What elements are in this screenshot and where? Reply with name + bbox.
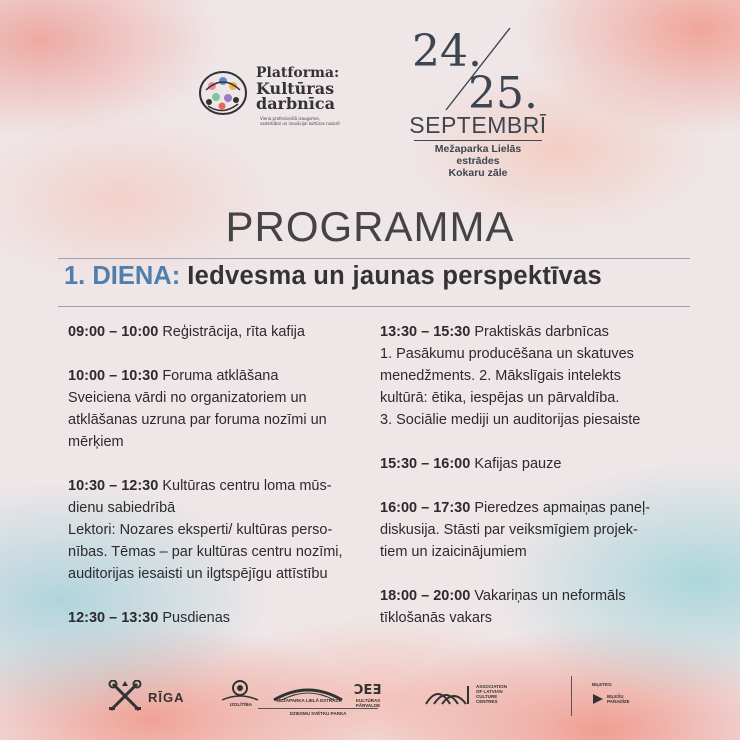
schedule-right-column — [380, 321, 680, 651]
schedule-item — [68, 607, 368, 629]
schedule-time: 13:30 – 15:30 — [380, 324, 471, 340]
association-text: ASSOCIATION OF LATVIAN CULTURE CENTRES — [476, 684, 507, 704]
platforma-subtitle: Viena profesionālā izaugsmei, sadarbībai un inovācijai kultūras nozarē — [260, 116, 340, 126]
schedule-item — [380, 585, 680, 629]
schedule-title: Foruma atklāšana — [162, 368, 279, 384]
day-label: 1. DIENA: — [64, 262, 181, 290]
schedule-desc: 1. Pasākumu producēšana un skatuves — [380, 346, 634, 362]
schedule-time: 12:30 – 13:30 — [68, 610, 159, 626]
schedule-time: 15:30 – 16:00 — [380, 456, 471, 472]
venue — [414, 140, 542, 179]
schedule-left-column — [68, 321, 368, 651]
event-date-block — [408, 26, 548, 179]
venue-line1: Mežaparka Lielās estrādes — [434, 143, 522, 167]
schedule-item — [68, 321, 368, 343]
schedule-time: 10:30 – 12:30 — [68, 478, 159, 494]
colorful-circle-logo-icon — [198, 70, 248, 116]
culture-department-logo-icon — [352, 680, 384, 698]
schedule-item — [380, 321, 680, 431]
tickets-label: BIĻETES: — [592, 682, 613, 687]
schedule-item — [68, 365, 368, 453]
schedule-desc: mērķiem — [68, 434, 124, 450]
schedule-time: 18:00 – 20:00 — [380, 588, 471, 604]
education-logo-text: IZGLĪTĪBA — [230, 702, 252, 707]
schedule-desc: dienu sabiedrībā — [68, 500, 176, 516]
schedule-desc: diskusija. Stāsti par veiksmīgiem projek- — [380, 522, 638, 538]
schedule-desc: kultūrā: ētika, iespējas un pārvaldība. — [380, 390, 620, 406]
riga-label: RĪGA — [148, 690, 185, 705]
sponsor-footer — [0, 672, 740, 722]
svg-text:ƆEƎ: ƆEƎ — [354, 683, 382, 698]
day-divider-top — [58, 258, 690, 259]
schedule-time: 10:00 – 10:30 — [68, 368, 159, 384]
program-title: PROGRAMMA — [225, 203, 515, 250]
schedule-desc: Lektori: Nozares eksperti/ kultūras perso- — [68, 522, 333, 538]
footer-divider — [571, 676, 572, 716]
schedule-title: Pusdienas — [162, 610, 231, 626]
footer-small-divider — [258, 708, 378, 709]
platforma-title — [256, 66, 339, 111]
date-day1: 24. — [412, 26, 482, 77]
schedule-desc: auditorijas iesaisti un ilgtspējīgu attīstību — [68, 566, 328, 582]
schedule-desc: nības. Tēmas – par kultūras centru nozīmi, — [68, 544, 343, 560]
platforma-title-line1: Platforma: — [256, 65, 340, 81]
platforma-title-line2: Kultūras — [256, 79, 335, 98]
schedule-title: Kultūras centru loma mūs- — [162, 478, 332, 494]
footer-under-text: DZIESMU SVĒTKU PARKA — [289, 711, 347, 716]
platforma-title-line3: darbnīca — [256, 94, 335, 113]
schedule-title: Kafijas pauze — [474, 456, 562, 472]
date-month: SEPTEMBRĪ — [409, 112, 547, 138]
schedule-title: Pieredzes apmaiņas paneļ- — [474, 500, 651, 516]
day-title: Iedvesma un jaunas perspektīvas — [187, 262, 602, 290]
schedule-desc: Sveiciena vārdi no organizatoriem un — [68, 390, 307, 406]
schedule-desc: tiem un izaicinājumiem — [380, 544, 527, 560]
day-divider-bottom — [58, 306, 690, 307]
schedule-desc: tīklošanās vakars — [380, 610, 493, 626]
platforma-logo — [198, 64, 343, 134]
tickets-brand: BIĻEŠU PARADĪZE — [607, 694, 630, 704]
association-logo-icon — [424, 682, 474, 706]
schedule-desc: 3. Sociālie mediji un auditorijas piesaiste — [380, 412, 641, 428]
date-day2: 25. — [468, 68, 538, 114]
venue-line2: Kokaru zāle — [448, 167, 508, 179]
schedule-desc: menedžments. 2. Mākslīgais intelekts — [380, 368, 621, 384]
riga-keys-crest-icon — [107, 680, 143, 714]
schedule-item — [380, 497, 680, 563]
schedule-title: Reģistrācija, rīta kafija — [162, 324, 305, 340]
culture-department-text: KULTŪRAS PĀRVALDE — [355, 698, 381, 708]
mezaparks-estrade-text: MEŽAPARKA LIELĀ ESTRĀDE — [276, 698, 342, 703]
day-heading — [64, 262, 602, 291]
schedule-title: Vakariņas un neformāls — [474, 588, 626, 604]
schedule-desc: atklāšanas uzruna par foruma nozīmi un — [68, 412, 327, 428]
schedule-title: Praktiskās darbnīcas — [474, 324, 609, 340]
date-numbers — [408, 26, 548, 114]
schedule-item — [68, 475, 368, 585]
schedule-time: 09:00 – 10:00 — [68, 324, 159, 340]
schedule-item — [380, 453, 680, 475]
tickets-brand-icon — [591, 692, 605, 706]
schedule-time: 16:00 – 17:30 — [380, 500, 471, 516]
